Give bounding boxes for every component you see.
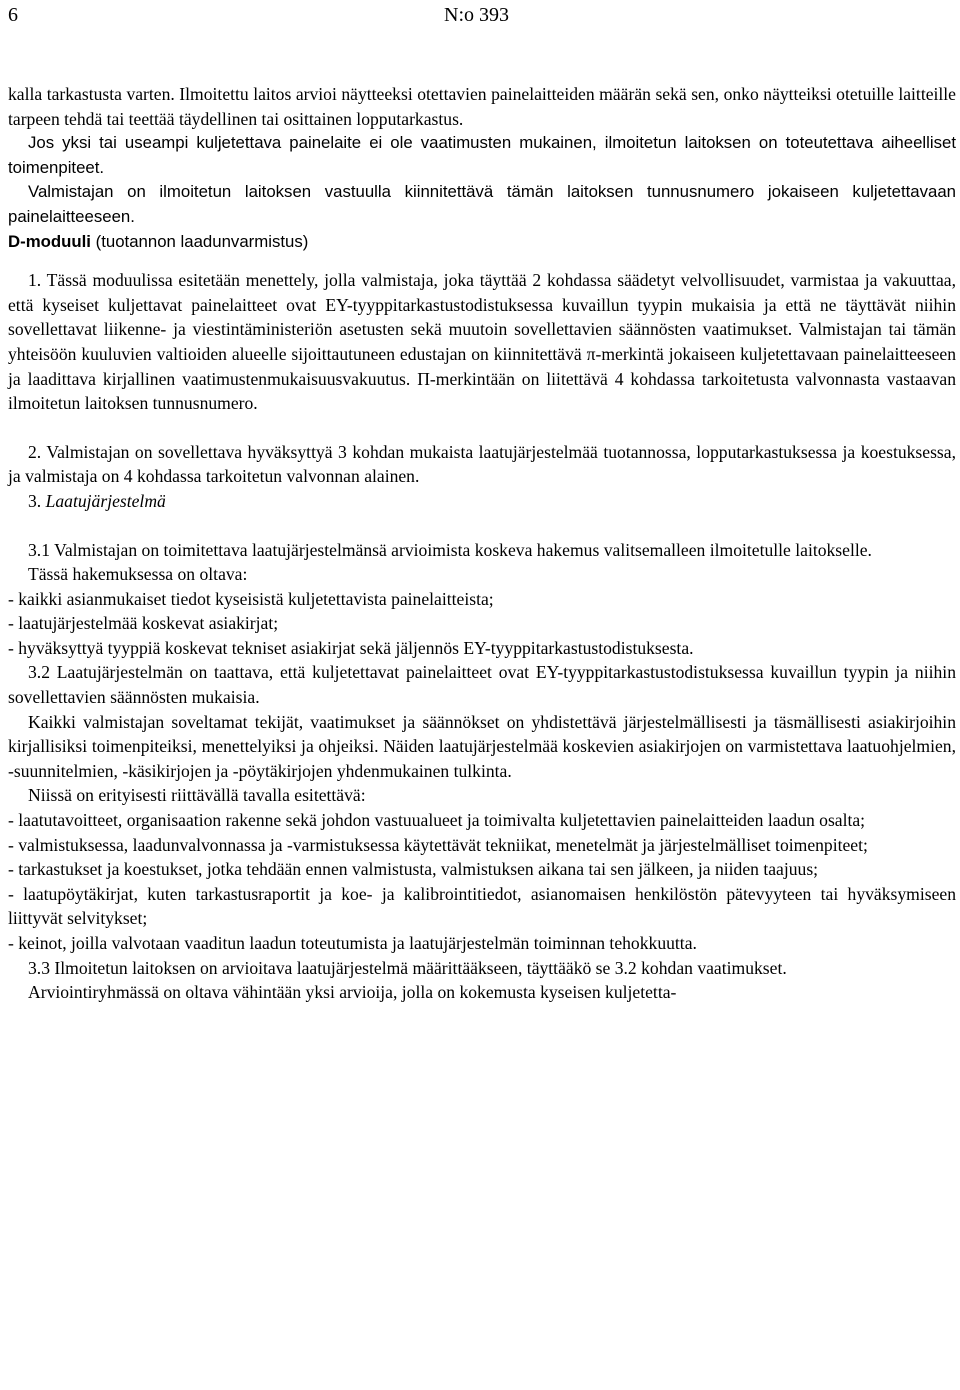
- list-item: - laatupöytäkirjat, kuten tarkastusraportit ja koe- ja kalibrointitiedot, asianomaisen henkilöstön pätevyyteen tai hyväksymiseen liittyvät selvitykset;: [8, 883, 956, 929]
- list-item: - keinot, joilla valvotaan vaaditun laadun toteutumista ja laatujärjestelmän toiminnan tehokkuutta.: [8, 933, 697, 953]
- section-3-2-paragraph: 3.2 Laatujärjestelmän on taattava, että kuljetettavat painelaitteet ovat EY-tyyppitarkastustodistuksessa kuvaillun tyypin ja niihin sovellettavien säännösten mukaisia.: [8, 662, 956, 708]
- section-2-paragraph: 2. Valmistajan on sovellettava hyväksyttyä 3 kohdan mukaista laatujärjestelmää tuotannossa, lopputarkastuksessa ja koestuksessa, ja valmistaja on 4 kohdassa tarkoitetun valvonnan alainen.: [8, 441, 956, 487]
- paragraph-identification-number: Valmistajan on ilmoitetun laitoksen vastuulla kiinnitettävä tämän laitoksen tunnusnumero jokaiseen kuljetettavaan painelaitteeseen.: [8, 182, 956, 226]
- paragraph-nonconforming: Jos yksi tai useampi kuljetettava painelaite ei ole vaatimusten mukainen, ilmoitetun laitoksen on toteutettava aiheelliset toimenpiteet.: [8, 133, 956, 177]
- section-heading-d-module-rest: (tuotannon laadunvarmistus): [90, 231, 309, 251]
- section-3-1-intro: Tässä hakemuksessa on oltava:: [28, 564, 248, 585]
- section-3-2-intro: Niissä on erityisesti riittävällä tavalla esitettävä:: [28, 785, 366, 806]
- section-3-heading: [8, 489, 956, 514]
- section-heading-d-module-bold: D-moduuli: [8, 231, 91, 251]
- list-item: - tarkastukset ja koestukset, jotka tehdään ennen valmistusta, valmistuksen aikana tai sen jälkeen, ja niiden taajuus;: [8, 859, 819, 880]
- section-3-3-paragraph: 3.3 Ilmoitetun laitoksen on arvioitava laatujärjestelmä määrittääkseen, täyttääkö se 3.2 kohdan vaatimukset.: [28, 957, 787, 978]
- page-header: [8, 2, 948, 32]
- section-3-2-documentation: Kaikki valmistajan soveltamat tekijät, vaatimukset ja säännökset on yhdistettävä järjestelmällisesti ja täsmällisesti asiakirjoihin kirjallisiksi toimenpiteiksi, menettelyiksi ja ohjeiksi. Näiden laatujärjestelmää koskevien asiakirjojen on varmistettava laatuohjelmien, -suunnitelmien, -käsikirjojen ja -pöytäkirjojen yhdenmukainen tulkinta.: [8, 711, 956, 781]
- section-1-paragraph: 1. Tässä moduulissa esitetään menettely, jolla valmistaja, joka täyttää 2 kohdassa säädetyt velvollisuudet, varmistaa ja vakuuttaa, että kyseiset kuljettavat painelaitteet ovat EY-tyyppitarkastustodistuksessa kuvaillun tyypin mukaisia ja että ne täyttävät niihin sovellettavat liikenne- ja viestintäministeriön asetusten sekä muutoin sovellettavien säännösten vaatimukset. Valmistajan tai tämän yhteisöön kuuluvien valtioiden alueelle sijoittautuneen edustajan on kiinnitettävä π-merkintä jokaiseen kuljetettavaan painelaitteeseen ja laadittava kirjallinen vaatimustenmukaisuusvakuutus. Π-merkintään on liitettävä 4 kohdassa tarkoitetusta valvonnasta vastaavan ilmoitetun laitoksen tunnusnumero.: [8, 270, 956, 414]
- document-body: [8, 82, 956, 1005]
- section-3-1-paragraph: 3.1 Valmistajan on toimitettava laatujärjestelmänsä arvioimista koskeva hakemus valitsemalleen ilmoitetulle laitokselle.: [28, 539, 872, 560]
- section-3-3-assessment-team: Arviointiryhmässä on oltava vähintään yksi arvioija, jolla on kokemusta kyseisen kuljetetta-: [28, 982, 677, 1003]
- list-item: - hyväksyttyä tyyppiä koskevat tekniset asiakirjat sekä jäljennös EY-tyyppitarkastustodistuksesta.: [8, 637, 694, 658]
- list-item: - kaikki asianmukaiset tiedot kyseisistä kuljetettavista painelaitteista;: [8, 588, 494, 609]
- list-item: - laatutavoitteet, organisaation rakenne sekä johdon vastuualueet ja toimivalta kuljetettavien painelaitteiden laadun osalta;: [8, 810, 866, 831]
- section-3-number: 3.: [28, 490, 46, 511]
- issue-number: N:o 393: [444, 4, 509, 26]
- section-heading-d-module: [8, 230, 956, 255]
- page-number: 6: [8, 4, 18, 26]
- list-item: - valmistuksessa, laadunvalvonnassa ja -varmistuksessa käytettävät tekniikat, menetelmät ja järjestelmälliset toimenpiteet;: [8, 834, 868, 855]
- section-3-title: Laatujärjestelmä: [45, 490, 166, 511]
- list-item: - laatujärjestelmää koskevat asiakirjat;: [8, 613, 279, 634]
- paragraph-continuation: kalla tarkastusta varten. Ilmoitettu laitos arvioi näytteeksi otettavien painelaitteiden määrän sekä sen, onko näytteiksi otetuille laitteille tarpeen tehdä tai teettää täydellinen tai osittainen lopputarkastus.: [8, 84, 956, 129]
